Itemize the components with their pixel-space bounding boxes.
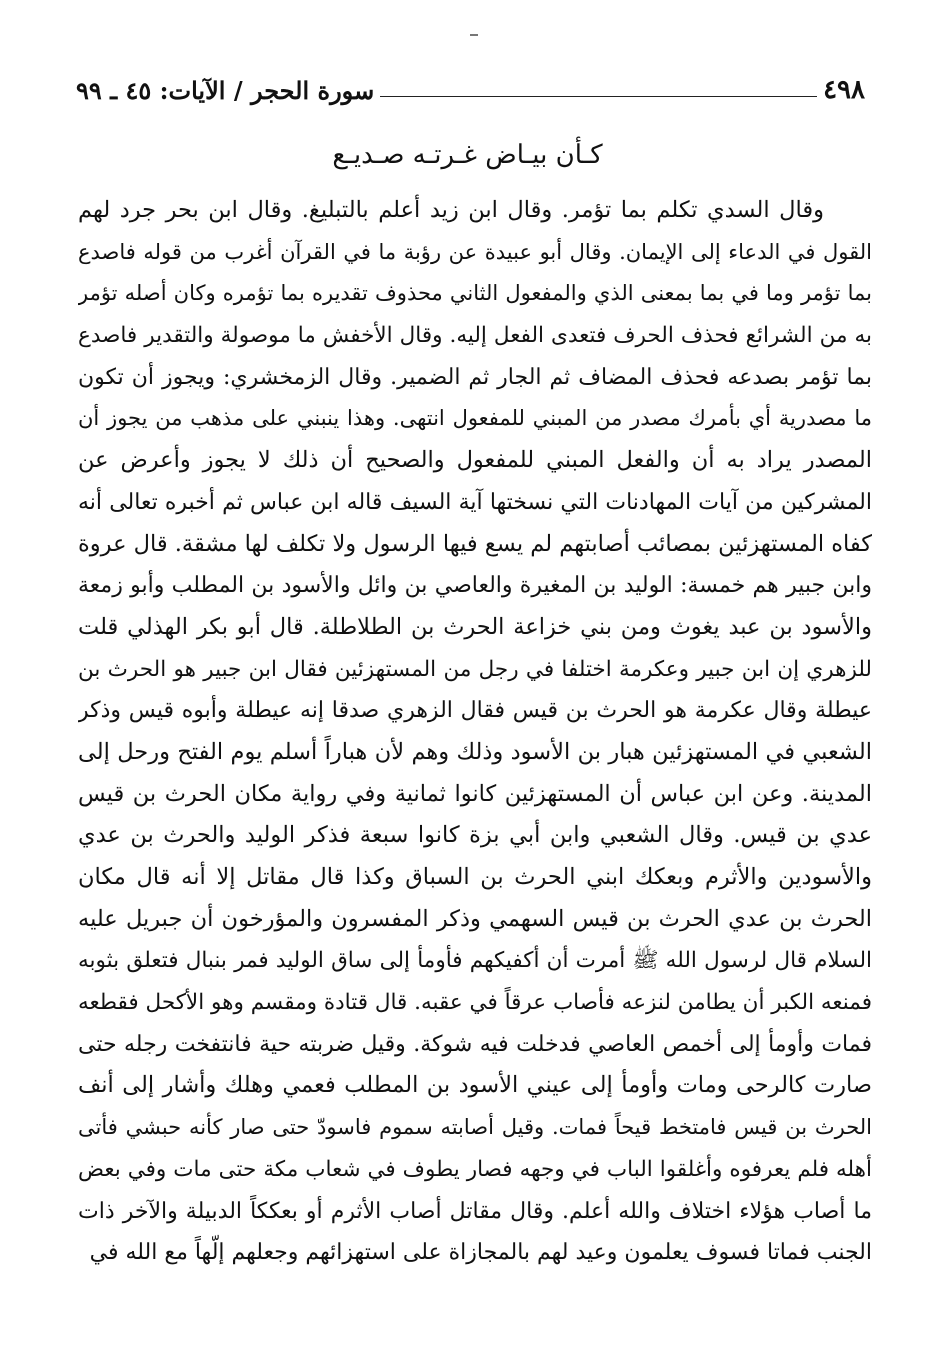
text-line: الجنب فماتا فسوف يعلمون وعيد لهم بالمجازاة على استهزائهم وجعلهم إلّهاً مع الله في [89, 1240, 872, 1266]
poetry-verse: كـأن بيـاض غـرتـه صـديـع [332, 140, 603, 170]
text-line: المدينة. وعن ابن عباس أن المستهزئين كانوا ثمانية وفي رواية مكان الحرث بن قيس [78, 780, 872, 807]
text-line: بما تؤمر وما في بما بمعنى الذي والمفعول الثاني محذوف تقديره بما تؤمره وكان أصله تؤمر [78, 281, 872, 306]
page-header [76, 70, 865, 110]
text-line: والأسود بن عبد يغوث ومن بني خزاعة الحرث بن الطلاطلة. قال أبو بكر الهذلي قلت [78, 613, 872, 640]
text-line: ما مصدرية أي بأمرك مصدر من المبني للمفعول انتهى. وهذا ينبني على مذهب من يجوز أن [78, 406, 872, 431]
body-text [78, 190, 872, 1274]
text-line: والأسودين والأثرم وبعكك ابني الحرث بن السباق وكذا قال مقاتل إلا أنه قال مكان [78, 864, 872, 890]
text-line: الحرث بن قيس فامتخط قيحاً فمات. وقيل أصابته سموم فاسودّ حتى صار كأنه حبشي فأتى [78, 1115, 872, 1140]
text-line: السلام قال لرسول الله ﷺ أمرت أن أكفيكهم فأومأ إلى ساق الوليد فمر بنبال فتعلق بثوبه [78, 948, 872, 974]
text-line: عيطلة وقال عكرمة هو الحرث بن قيس فقال الزهري صدقا إنه عيطلة وأبوه قيس وذكر [78, 698, 872, 724]
text-line: للزهري إن ابن جبير وعكرمة اختلفا في رجل من المستهزئين فقال ابن جبير هو الحرث بن [78, 656, 872, 682]
running-title: سورة الحجر / الآيات: ٤٥ ـ ٩٩ [76, 75, 375, 105]
header-rule [380, 96, 817, 97]
text-line: فمنعه الكبر أن يطامن لنزعه فأصاب عرقاً في عقبه. قال قتادة ومقسم وهو الأكحل فقطعه [78, 990, 872, 1016]
text-line: به من الشرائع فحذف الحرف فتعدى الفعل إليه. وقال الأخفش ما موصولة والتقدير فاصدع [78, 323, 872, 349]
text-line: فمات وأومأ إلى أخمص العاصي فدخلت فيه شوكة. وقيل ضربته حية فانتفخت رجله حتى [78, 1031, 872, 1057]
text-line: أهله فلم يعرفوه وأغلقوا الباب في وجهه فصار يطوف في شعاب مكة حتى مات وفي بعض [78, 1156, 872, 1182]
text-line: وقال السدي تكلم بما تؤمر. وقال ابن زيد أعلم بالتبليغ. وقال ابن بحر جرد لهم [78, 197, 824, 223]
text-line: المصدر يراد به أن والفعل المبني للمفعول والصحيح أن ذلك لا يجوز وأعرض عن [78, 447, 872, 474]
text-line: وابن جبير هم خمسة: الوليد بن المغيرة والعاصي بن وائل والأسود بن المطلب وأبو زمعة [78, 573, 872, 599]
text-line: الحرث بن عدي الحرث بن قيس السهمي وذكر المفسرون والمؤرخون أن جبريل عليه [78, 905, 872, 932]
page-number: ٤٩٨ [823, 75, 865, 105]
text-line: عدي بن قيس. وقال الشعبي وابن أبي بزة كانوا سبعة فذكر الوليد والحرث بن عدي [78, 822, 872, 849]
text-line: صارت كالرحى ومات وأومأ إلى عيني الأسود بن المطلب فعمي وهلك وأشار إلى أنف [78, 1072, 872, 1099]
text-line: الشعبي في المستهزئين هبار بن الأسود وذلك وهم لأن هباراً أسلم يوم الفتح ورحل إلى [78, 738, 872, 765]
text-line: كفاه المستهزئين بمصائب أصابتهم لم يسع فيها الرسول ولا تكلف لها مشقة. قال عروة [78, 530, 872, 557]
text-line: ما أصاب هؤلاء اختلاف والله أعلم. وقال مقاتل أصاب الأثرم أو بعككاً الدبيلة والآخر ذات [78, 1198, 872, 1224]
text-line: القول في الدعاء إلى الإيمان. وقال أبو عبيدة عن رؤبة ما في القرآن أغرب من قوله فاصدع [78, 239, 872, 264]
scan-speck [470, 34, 478, 36]
text-line: المشركين من آيات المهادنات التي نسختها آية السيف قاله ابن عباس ثم أخبره تعالى أنه [78, 489, 872, 515]
text-line: بما تؤمر بصدعه فحذف المضاف ثم الجار ثم الضمير. وقال الزمخشري: ويجوز أن تكون [78, 364, 872, 390]
